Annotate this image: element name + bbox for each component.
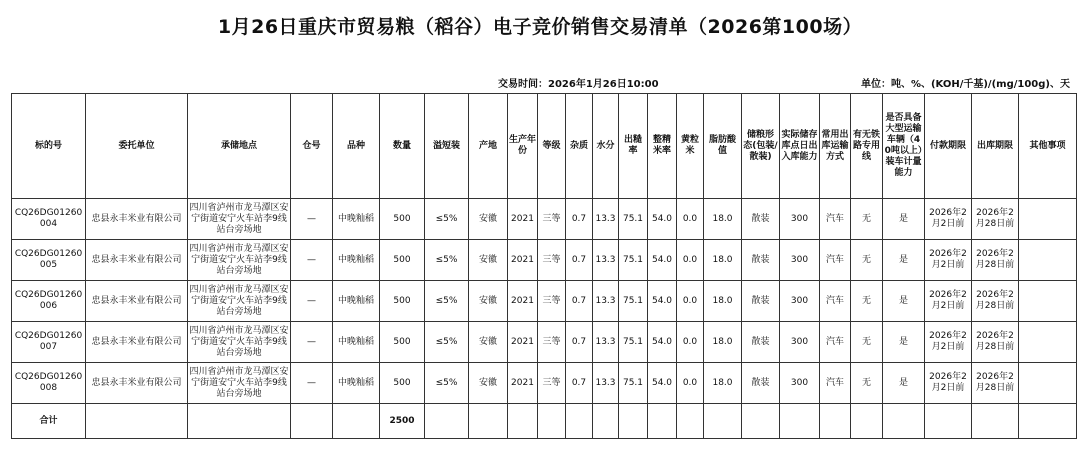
col-header: 等级 (538, 94, 566, 199)
cell-husked-rate: 75.1 (619, 322, 648, 363)
cell-payment-deadline: 2026年2月2日前 (925, 199, 972, 240)
cell-husked-rate: 75.1 (619, 363, 648, 404)
table-row (12, 199, 1077, 240)
col-header: 黄粒米 (677, 94, 704, 199)
total-label: 合计 (12, 404, 86, 439)
cell-consignor: 忠县永丰米业有限公司 (86, 199, 188, 240)
cell-payment-deadline: 2026年2月2日前 (925, 281, 972, 322)
cell-railway-line: 无 (851, 363, 883, 404)
cell-origin: 安徽 (469, 199, 508, 240)
col-header: 储粮形态(包装/散装) (742, 94, 780, 199)
cell-storage-location: 四川省泸州市龙马潭区安宁街道安宁火车站李9线站台旁场地 (188, 199, 291, 240)
cell-impurity: 0.7 (566, 363, 593, 404)
cell-moisture: 13.3 (593, 199, 619, 240)
cell-other-notes (1019, 363, 1077, 404)
cell-tolerance: ≤5% (425, 363, 469, 404)
table-row (12, 240, 1077, 281)
cell-husked-rate: 75.1 (619, 240, 648, 281)
cell-tolerance: ≤5% (425, 199, 469, 240)
col-header: 整精米率 (648, 94, 677, 199)
cell-delivery-deadline: 2026年2月28日前 (972, 240, 1019, 281)
cell-origin: 安徽 (469, 322, 508, 363)
cell-large-truck-capability: 是 (883, 281, 925, 322)
cell-quantity: 500 (380, 281, 425, 322)
cell-production-year: 2021 (508, 363, 538, 404)
cell-production-year: 2021 (508, 199, 538, 240)
cell-large-truck-capability: 是 (883, 240, 925, 281)
cell-production-year: 2021 (508, 322, 538, 363)
cell-moisture: 13.3 (593, 281, 619, 322)
empty-cell (469, 404, 508, 439)
cell-daily-capacity: 300 (780, 281, 820, 322)
cell-large-truck-capability: 是 (883, 322, 925, 363)
cell-variety: 中晚籼稻 (333, 363, 380, 404)
cell-payment-deadline: 2026年2月2日前 (925, 240, 972, 281)
cell-moisture: 13.3 (593, 240, 619, 281)
cell-fatty-acid-value: 18.0 (704, 240, 742, 281)
cell-variety: 中晚籼稻 (333, 322, 380, 363)
cell-railway-line: 无 (851, 322, 883, 363)
empty-cell (704, 404, 742, 439)
col-header: 生产年份 (508, 94, 538, 199)
cell-other-notes (1019, 322, 1077, 363)
cell-quantity: 500 (380, 240, 425, 281)
cell-warehouse-no: — (291, 240, 333, 281)
empty-cell (425, 404, 469, 439)
cell-impurity: 0.7 (566, 281, 593, 322)
col-header: 杂质 (566, 94, 593, 199)
cell-husked-rate: 75.1 (619, 199, 648, 240)
cell-moisture: 13.3 (593, 322, 619, 363)
cell-railway-line: 无 (851, 199, 883, 240)
cell-storage-form: 散装 (742, 281, 780, 322)
cell-origin: 安徽 (469, 281, 508, 322)
col-header: 标的号 (12, 94, 86, 199)
empty-cell (333, 404, 380, 439)
empty-cell (86, 404, 188, 439)
cell-impurity: 0.7 (566, 199, 593, 240)
cell-payment-deadline: 2026年2月2日前 (925, 363, 972, 404)
col-header: 实际储存库点日出入库能力 (780, 94, 820, 199)
cell-origin: 安徽 (469, 363, 508, 404)
empty-cell (566, 404, 593, 439)
cell-yellow-rice: 0.0 (677, 199, 704, 240)
cell-warehouse-no: — (291, 199, 333, 240)
trade-time: 交易时间：2026年1月26日10:00 (498, 79, 659, 90)
table-body (12, 199, 1077, 439)
col-header: 出糙率 (619, 94, 648, 199)
cell-head-rice-rate: 54.0 (648, 199, 677, 240)
cell-large-truck-capability: 是 (883, 363, 925, 404)
col-header: 溢短装 (425, 94, 469, 199)
cell-transport-mode: 汽车 (820, 240, 851, 281)
cell-grade: 三等 (538, 240, 566, 281)
cell-grade: 三等 (538, 322, 566, 363)
cell-quantity: 500 (380, 322, 425, 363)
cell-quantity: 500 (380, 199, 425, 240)
cell-fatty-acid-value: 18.0 (704, 322, 742, 363)
cell-lot-number: CQ26DG01260008 (12, 363, 86, 404)
cell-fatty-acid-value: 18.0 (704, 199, 742, 240)
empty-cell (188, 404, 291, 439)
cell-other-notes (1019, 199, 1077, 240)
cell-tolerance: ≤5% (425, 281, 469, 322)
empty-cell (972, 404, 1019, 439)
cell-storage-location: 四川省泸州市龙马潭区安宁街道安宁火车站李9线站台旁场地 (188, 322, 291, 363)
cell-large-truck-capability: 是 (883, 199, 925, 240)
cell-variety: 中晚籼稻 (333, 199, 380, 240)
table-header-row (12, 94, 1077, 199)
table-row (12, 281, 1077, 322)
cell-yellow-rice: 0.0 (677, 281, 704, 322)
cell-lot-number: CQ26DG01260005 (12, 240, 86, 281)
cell-transport-mode: 汽车 (820, 199, 851, 240)
empty-cell (851, 404, 883, 439)
unit-note: 单位：吨、%、(KOH/千基)/(mg/100g)、天 (860, 79, 1070, 90)
cell-other-notes (1019, 281, 1077, 322)
cell-yellow-rice: 0.0 (677, 322, 704, 363)
col-header: 水分 (593, 94, 619, 199)
cell-transport-mode: 汽车 (820, 363, 851, 404)
col-header: 产地 (469, 94, 508, 199)
cell-daily-capacity: 300 (780, 363, 820, 404)
cell-transport-mode: 汽车 (820, 281, 851, 322)
cell-head-rice-rate: 54.0 (648, 240, 677, 281)
cell-lot-number: CQ26DG01260007 (12, 322, 86, 363)
cell-consignor: 忠县永丰米业有限公司 (86, 281, 188, 322)
cell-production-year: 2021 (508, 240, 538, 281)
cell-delivery-deadline: 2026年2月28日前 (972, 199, 1019, 240)
cell-warehouse-no: — (291, 322, 333, 363)
cell-grade: 三等 (538, 199, 566, 240)
empty-cell (648, 404, 677, 439)
table-row (12, 322, 1077, 363)
total-row (12, 404, 1077, 439)
cell-consignor: 忠县永丰米业有限公司 (86, 322, 188, 363)
empty-cell (508, 404, 538, 439)
cell-storage-location: 四川省泸州市龙马潭区安宁街道安宁火车站李9线站台旁场地 (188, 240, 291, 281)
cell-fatty-acid-value: 18.0 (704, 281, 742, 322)
trade-table (11, 93, 1077, 439)
cell-other-notes (1019, 240, 1077, 281)
cell-head-rice-rate: 54.0 (648, 322, 677, 363)
cell-tolerance: ≤5% (425, 322, 469, 363)
cell-lot-number: CQ26DG01260006 (12, 281, 86, 322)
cell-storage-location: 四川省泸州市龙马潭区安宁街道安宁火车站李9线站台旁场地 (188, 363, 291, 404)
cell-consignor: 忠县永丰米业有限公司 (86, 240, 188, 281)
empty-cell (291, 404, 333, 439)
cell-daily-capacity: 300 (780, 322, 820, 363)
cell-railway-line: 无 (851, 240, 883, 281)
cell-storage-form: 散装 (742, 363, 780, 404)
cell-head-rice-rate: 54.0 (648, 281, 677, 322)
cell-storage-location: 四川省泸州市龙马潭区安宁街道安宁火车站李9线站台旁场地 (188, 281, 291, 322)
cell-payment-deadline: 2026年2月2日前 (925, 322, 972, 363)
cell-storage-form: 散装 (742, 240, 780, 281)
cell-storage-form: 散装 (742, 199, 780, 240)
cell-fatty-acid-value: 18.0 (704, 363, 742, 404)
cell-delivery-deadline: 2026年2月28日前 (972, 322, 1019, 363)
empty-cell (820, 404, 851, 439)
col-header: 数量 (380, 94, 425, 199)
cell-grade: 三等 (538, 363, 566, 404)
col-header: 其他事项 (1019, 94, 1077, 199)
col-header: 出库期限 (972, 94, 1019, 199)
empty-cell (883, 404, 925, 439)
empty-cell (742, 404, 780, 439)
col-header: 承储地点 (188, 94, 291, 199)
col-header: 仓号 (291, 94, 333, 199)
cell-quantity: 500 (380, 363, 425, 404)
cell-moisture: 13.3 (593, 363, 619, 404)
cell-warehouse-no: — (291, 363, 333, 404)
cell-origin: 安徽 (469, 240, 508, 281)
col-header: 是否具备大型运输车辆（40吨以上）装车计量能力 (883, 94, 925, 199)
cell-yellow-rice: 0.0 (677, 363, 704, 404)
cell-head-rice-rate: 54.0 (648, 363, 677, 404)
empty-cell (1019, 404, 1077, 439)
cell-railway-line: 无 (851, 281, 883, 322)
col-header: 品种 (333, 94, 380, 199)
cell-lot-number: CQ26DG01260004 (12, 199, 86, 240)
cell-daily-capacity: 300 (780, 240, 820, 281)
cell-transport-mode: 汽车 (820, 322, 851, 363)
cell-tolerance: ≤5% (425, 240, 469, 281)
col-header: 有无铁路专用线 (851, 94, 883, 199)
total-quantity: 2500 (380, 404, 425, 439)
cell-grade: 三等 (538, 281, 566, 322)
table-row (12, 363, 1077, 404)
cell-production-year: 2021 (508, 281, 538, 322)
cell-delivery-deadline: 2026年2月28日前 (972, 281, 1019, 322)
empty-cell (538, 404, 566, 439)
cell-variety: 中晚籼稻 (333, 281, 380, 322)
empty-cell (619, 404, 648, 439)
page-title: 1月26日重庆市贸易粮（稻谷）电子竞价销售交易清单（2026第100场） (217, 16, 863, 38)
empty-cell (677, 404, 704, 439)
empty-cell (925, 404, 972, 439)
cell-storage-form: 散装 (742, 322, 780, 363)
cell-variety: 中晚籼稻 (333, 240, 380, 281)
cell-warehouse-no: — (291, 281, 333, 322)
cell-yellow-rice: 0.0 (677, 240, 704, 281)
col-header: 脂肪酸值 (704, 94, 742, 199)
cell-delivery-deadline: 2026年2月28日前 (972, 363, 1019, 404)
col-header: 常用出库运输方式 (820, 94, 851, 199)
empty-cell (780, 404, 820, 439)
col-header: 委托单位 (86, 94, 188, 199)
cell-impurity: 0.7 (566, 240, 593, 281)
cell-husked-rate: 75.1 (619, 281, 648, 322)
empty-cell (593, 404, 619, 439)
cell-impurity: 0.7 (566, 322, 593, 363)
cell-daily-capacity: 300 (780, 199, 820, 240)
col-header: 付款期限 (925, 94, 972, 199)
cell-consignor: 忠县永丰米业有限公司 (86, 363, 188, 404)
